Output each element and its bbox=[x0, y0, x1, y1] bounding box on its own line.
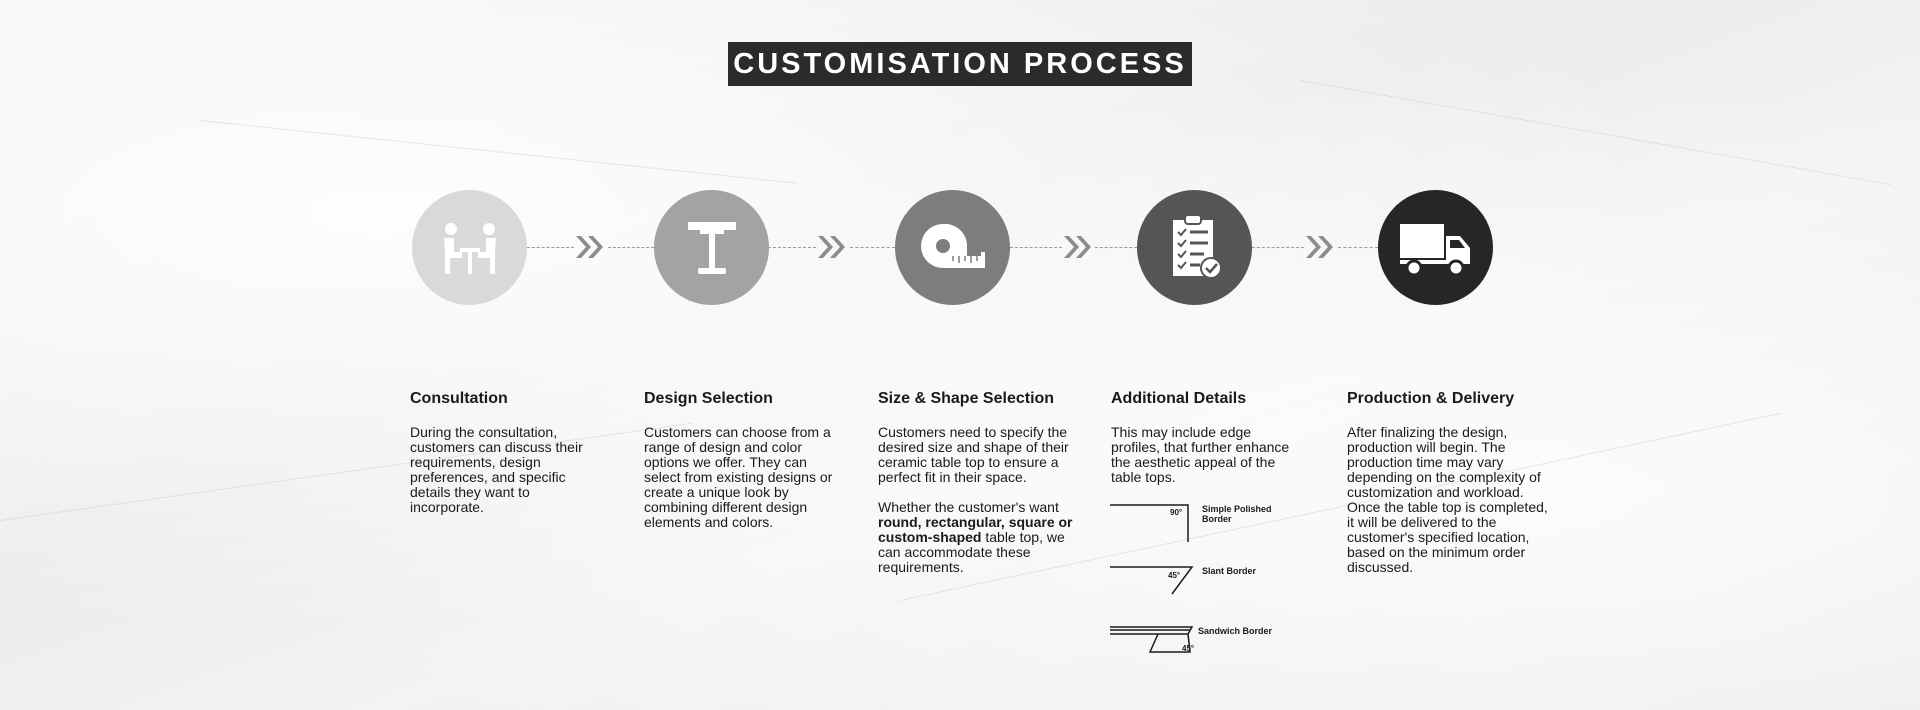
double-chevron-icon bbox=[574, 233, 606, 261]
page-title: CUSTOMISATION PROCESS bbox=[728, 42, 1192, 86]
measuring-tape-icon bbox=[917, 216, 989, 280]
step-description: Customers need to specify the desired size and shape of their ceramic table top to ensure a perfect fit in their space. bbox=[878, 424, 1069, 485]
desc-text: table top, we can accommodate these requirements. bbox=[878, 529, 1065, 575]
step-production-delivery bbox=[1347, 390, 1557, 575]
step-design-selection bbox=[644, 390, 834, 530]
step-circle-design bbox=[654, 190, 769, 305]
step-description: During the consultation, customers can discuss their requirements, design preferences, and specific details they want to incorporate. bbox=[410, 424, 583, 515]
consultation-icon bbox=[438, 216, 502, 280]
step-circle-details bbox=[1137, 190, 1252, 305]
step-connector bbox=[1338, 247, 1378, 248]
step-description: Customers can choose from a range of design and color options we offer. They can select from existing designs or create a unique look by combining different design elements and colors. bbox=[644, 424, 833, 530]
border-profile-sandwich bbox=[1110, 624, 1290, 656]
angle-label: 90° bbox=[1170, 508, 1183, 517]
step-circle-size bbox=[895, 190, 1010, 305]
angle-label: 45° bbox=[1182, 644, 1195, 653]
border-label: Simple Polished Border bbox=[1202, 504, 1272, 524]
desc-text: Whether the customer's want bbox=[878, 499, 1059, 515]
step-description: After finalizing the design, production will begin. The production time may vary depending on the complexity of customization and workload. Once the table top is completed, it will be delivered to the customer's specified location, based on the minimum order discussed. bbox=[1347, 424, 1548, 575]
table-icon bbox=[680, 216, 744, 280]
desc-bold-text: round, rectangular, square or custom-shaped bbox=[878, 514, 1073, 545]
step-consultation bbox=[410, 390, 600, 515]
step-connector bbox=[1010, 247, 1062, 248]
step-title: Production & Delivery bbox=[1347, 390, 1515, 407]
marble-vein bbox=[1300, 80, 1891, 185]
double-chevron-icon bbox=[816, 233, 848, 261]
border-profile-slant bbox=[1110, 564, 1290, 596]
step-title: Design Selection bbox=[644, 390, 773, 407]
border-label: Sandwich Border bbox=[1198, 626, 1273, 636]
step-connector bbox=[608, 247, 654, 248]
step-connector bbox=[768, 247, 816, 248]
double-chevron-icon bbox=[1062, 233, 1094, 261]
step-circle-consultation bbox=[412, 190, 527, 305]
step-description: This may include edge profiles, that further enhance the aesthetic appeal of the table tops. bbox=[1111, 424, 1290, 485]
checklist-icon bbox=[1165, 212, 1225, 284]
marble-vein bbox=[200, 120, 797, 184]
border-profile-simple bbox=[1110, 502, 1290, 542]
step-connector bbox=[1095, 247, 1137, 248]
border-profile-icon bbox=[1110, 564, 1200, 596]
step-connector bbox=[850, 247, 895, 248]
angle-label: 45° bbox=[1168, 571, 1181, 580]
step-circle-delivery bbox=[1378, 190, 1493, 305]
step-connector bbox=[1252, 247, 1304, 248]
step-connector bbox=[527, 247, 574, 248]
step-description-2 bbox=[878, 500, 1078, 575]
step-additional-details bbox=[1111, 390, 1301, 485]
step-title: Size & Shape Selection bbox=[878, 390, 1055, 407]
step-size-shape bbox=[878, 390, 1078, 575]
delivery-truck-icon bbox=[1396, 216, 1476, 280]
step-title: Consultation bbox=[410, 390, 508, 407]
border-label: Slant Border bbox=[1202, 566, 1257, 576]
step-title: Additional Details bbox=[1111, 390, 1247, 407]
double-chevron-icon bbox=[1304, 233, 1336, 261]
